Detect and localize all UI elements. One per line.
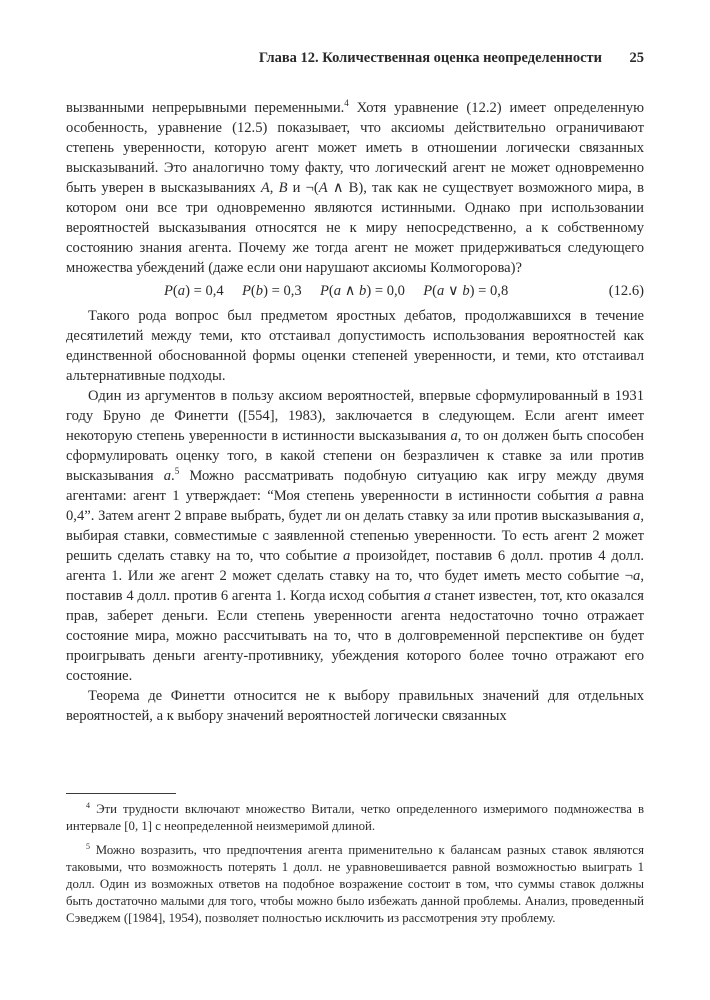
paragraph-1 <box>66 98 644 278</box>
footnote-text: Можно возразить, что предпочтения агента применительно к балансам разных ставок являются таковыми, что возможность потерять 1 долл. не уравновешивается равной возможностью выиграть 1 долл. Один из возможных ответов на подобное возражение состоит в том, что суммы ставок должны быть достаточно малыми для того, чтобы можно было избежать данной проблемы. Анализ, проведенный Сэведжем ([1984], 1954), позволяет полностью исключить из рассмотрения эту проблему. <box>66 843 644 925</box>
equation-number: (12.6) <box>608 283 644 299</box>
math-variable: a <box>423 588 431 604</box>
equation-term: P(a ∨ b) = 0,8 <box>423 283 509 299</box>
equation-body <box>164 281 508 301</box>
math-variable: a <box>163 468 172 484</box>
footnote-text: Эти трудности включают множество Витали, четко определенного измеримого подмножества в интервале [0, 1] с неопределенной неизмеримой длиной. <box>66 802 644 833</box>
paragraph-text: вызванными непрерывными переменными. <box>66 100 345 116</box>
math-variable: a <box>595 488 603 504</box>
paragraph-text: Один из аргументов в пользу аксиом вероятностей, впервые сформулированный в 1931 году Бруно де Финетти ([554], 1983), заключается в следующем. Если агент имеет некоторую степень уверенности в истинности высказывания <box>66 388 644 444</box>
paragraph-text: и ¬( <box>287 180 319 196</box>
footnote-number: 5 <box>86 842 90 851</box>
paragraph-text: , <box>269 180 279 196</box>
running-header <box>66 50 644 72</box>
equation-term: P(b) = 0,3 <box>241 283 302 299</box>
math-variable: a <box>343 548 351 564</box>
paragraph-text: равна 0,4”. Затем агент 2 вправе выбрать, будет ли он делать ставку за или против высказывания <box>66 488 644 524</box>
paragraph-text: Можно рассматривать подобную ситуацию как игру между двумя агентами: агент 1 утверждает: “Моя степень уверенности в истинности события <box>66 468 644 504</box>
paragraph-text: Хотя уравнение (12.2) имеет определенную особенность, уравнение (12.5) показывает, что аксиомы действительно ограничивают степень уверенности, которую агент может иметь в отношении логически связанных высказываний. Это аналогично тому факту, что логический агент не может одновременно быть уверен в высказываниях <box>66 100 644 196</box>
footnote-number: 4 <box>86 801 90 810</box>
footnote-divider <box>66 793 176 794</box>
math-variable: a <box>450 428 458 444</box>
math-variable: A <box>318 180 328 196</box>
paragraph-text: . <box>171 468 175 484</box>
main-text <box>66 98 644 726</box>
paragraph-text: произойдет, поставив 6 долл. против 4 долл. агента 1. Или же агент 2 может сделать ставку на то, что будет иметь место событие ¬ <box>66 548 645 584</box>
math-variable: a <box>633 568 641 584</box>
equation-12-6 <box>66 281 644 303</box>
paragraph-text: , то он должен быть способен сформулировать оценку того, в какой степени он безразличен к ставке за или против высказывания <box>66 428 644 484</box>
page-number: 25 <box>629 50 644 66</box>
footnote-ref-5: 5 <box>174 466 180 476</box>
paragraph-text: ∧ B), так как не существует возможного мира, в котором они все три одновременно являются истинными. Однако при использовании вероятностей высказывания относятся не к миру непосредственно, а к собственному состоянию знания агента. Почему же тогда агент не может придерживаться следующего множества убеждений (даже если они нарушают аксиомы Колмогорова)? <box>66 180 644 276</box>
footnotes <box>66 801 644 934</box>
paragraph-text: , поставив 4 долл. против 6 агента 1. Когда исход события <box>66 568 644 604</box>
equation-term: P(a ∧ b) = 0,0 <box>319 283 405 299</box>
paragraph-text: , выбирая ставки, совместимые с заявленной степенью уверенности. То есть агент 2 может решить сделать ставку на то, что событие <box>66 508 644 564</box>
footnote-5 <box>66 842 644 927</box>
paragraph-text: станет известен, тот, кто оказался прав, заберет деньги. Если степень уверенности агента недостаточно точно отражает состояние мира, можно рассчитывать на то, что в долговременной перспективе он будет проигрывать деньги агенту-противнику, убеждения которого более точно отражают его состояние. <box>66 588 644 684</box>
math-variable: A <box>260 180 270 196</box>
paragraph-3 <box>66 386 644 686</box>
paragraph-4: Теорема де Финетти относится не к выбору правильных значений для отдельных вероятностей, а к выбору значений вероятностей логически связанных <box>66 688 644 724</box>
footnote-4 <box>66 801 644 835</box>
math-variable: B <box>278 180 288 196</box>
paragraph-2: Такого рода вопрос был предметом яростных дебатов, продолжавшихся в течение десятилетий между теми, кто отстаивал допустимость использования вероятностей как единственной обоснованной формы оценки степеней уверенности, и теми, кто отстаивал альтернативные подходы. <box>66 308 644 384</box>
footnote-ref-4: 4 <box>344 98 349 108</box>
equation-term: P(a) = 0,4 <box>164 283 224 299</box>
math-variable: a <box>633 508 641 524</box>
chapter-title: Глава 12. Количественная оценка неопределенности <box>258 50 602 66</box>
